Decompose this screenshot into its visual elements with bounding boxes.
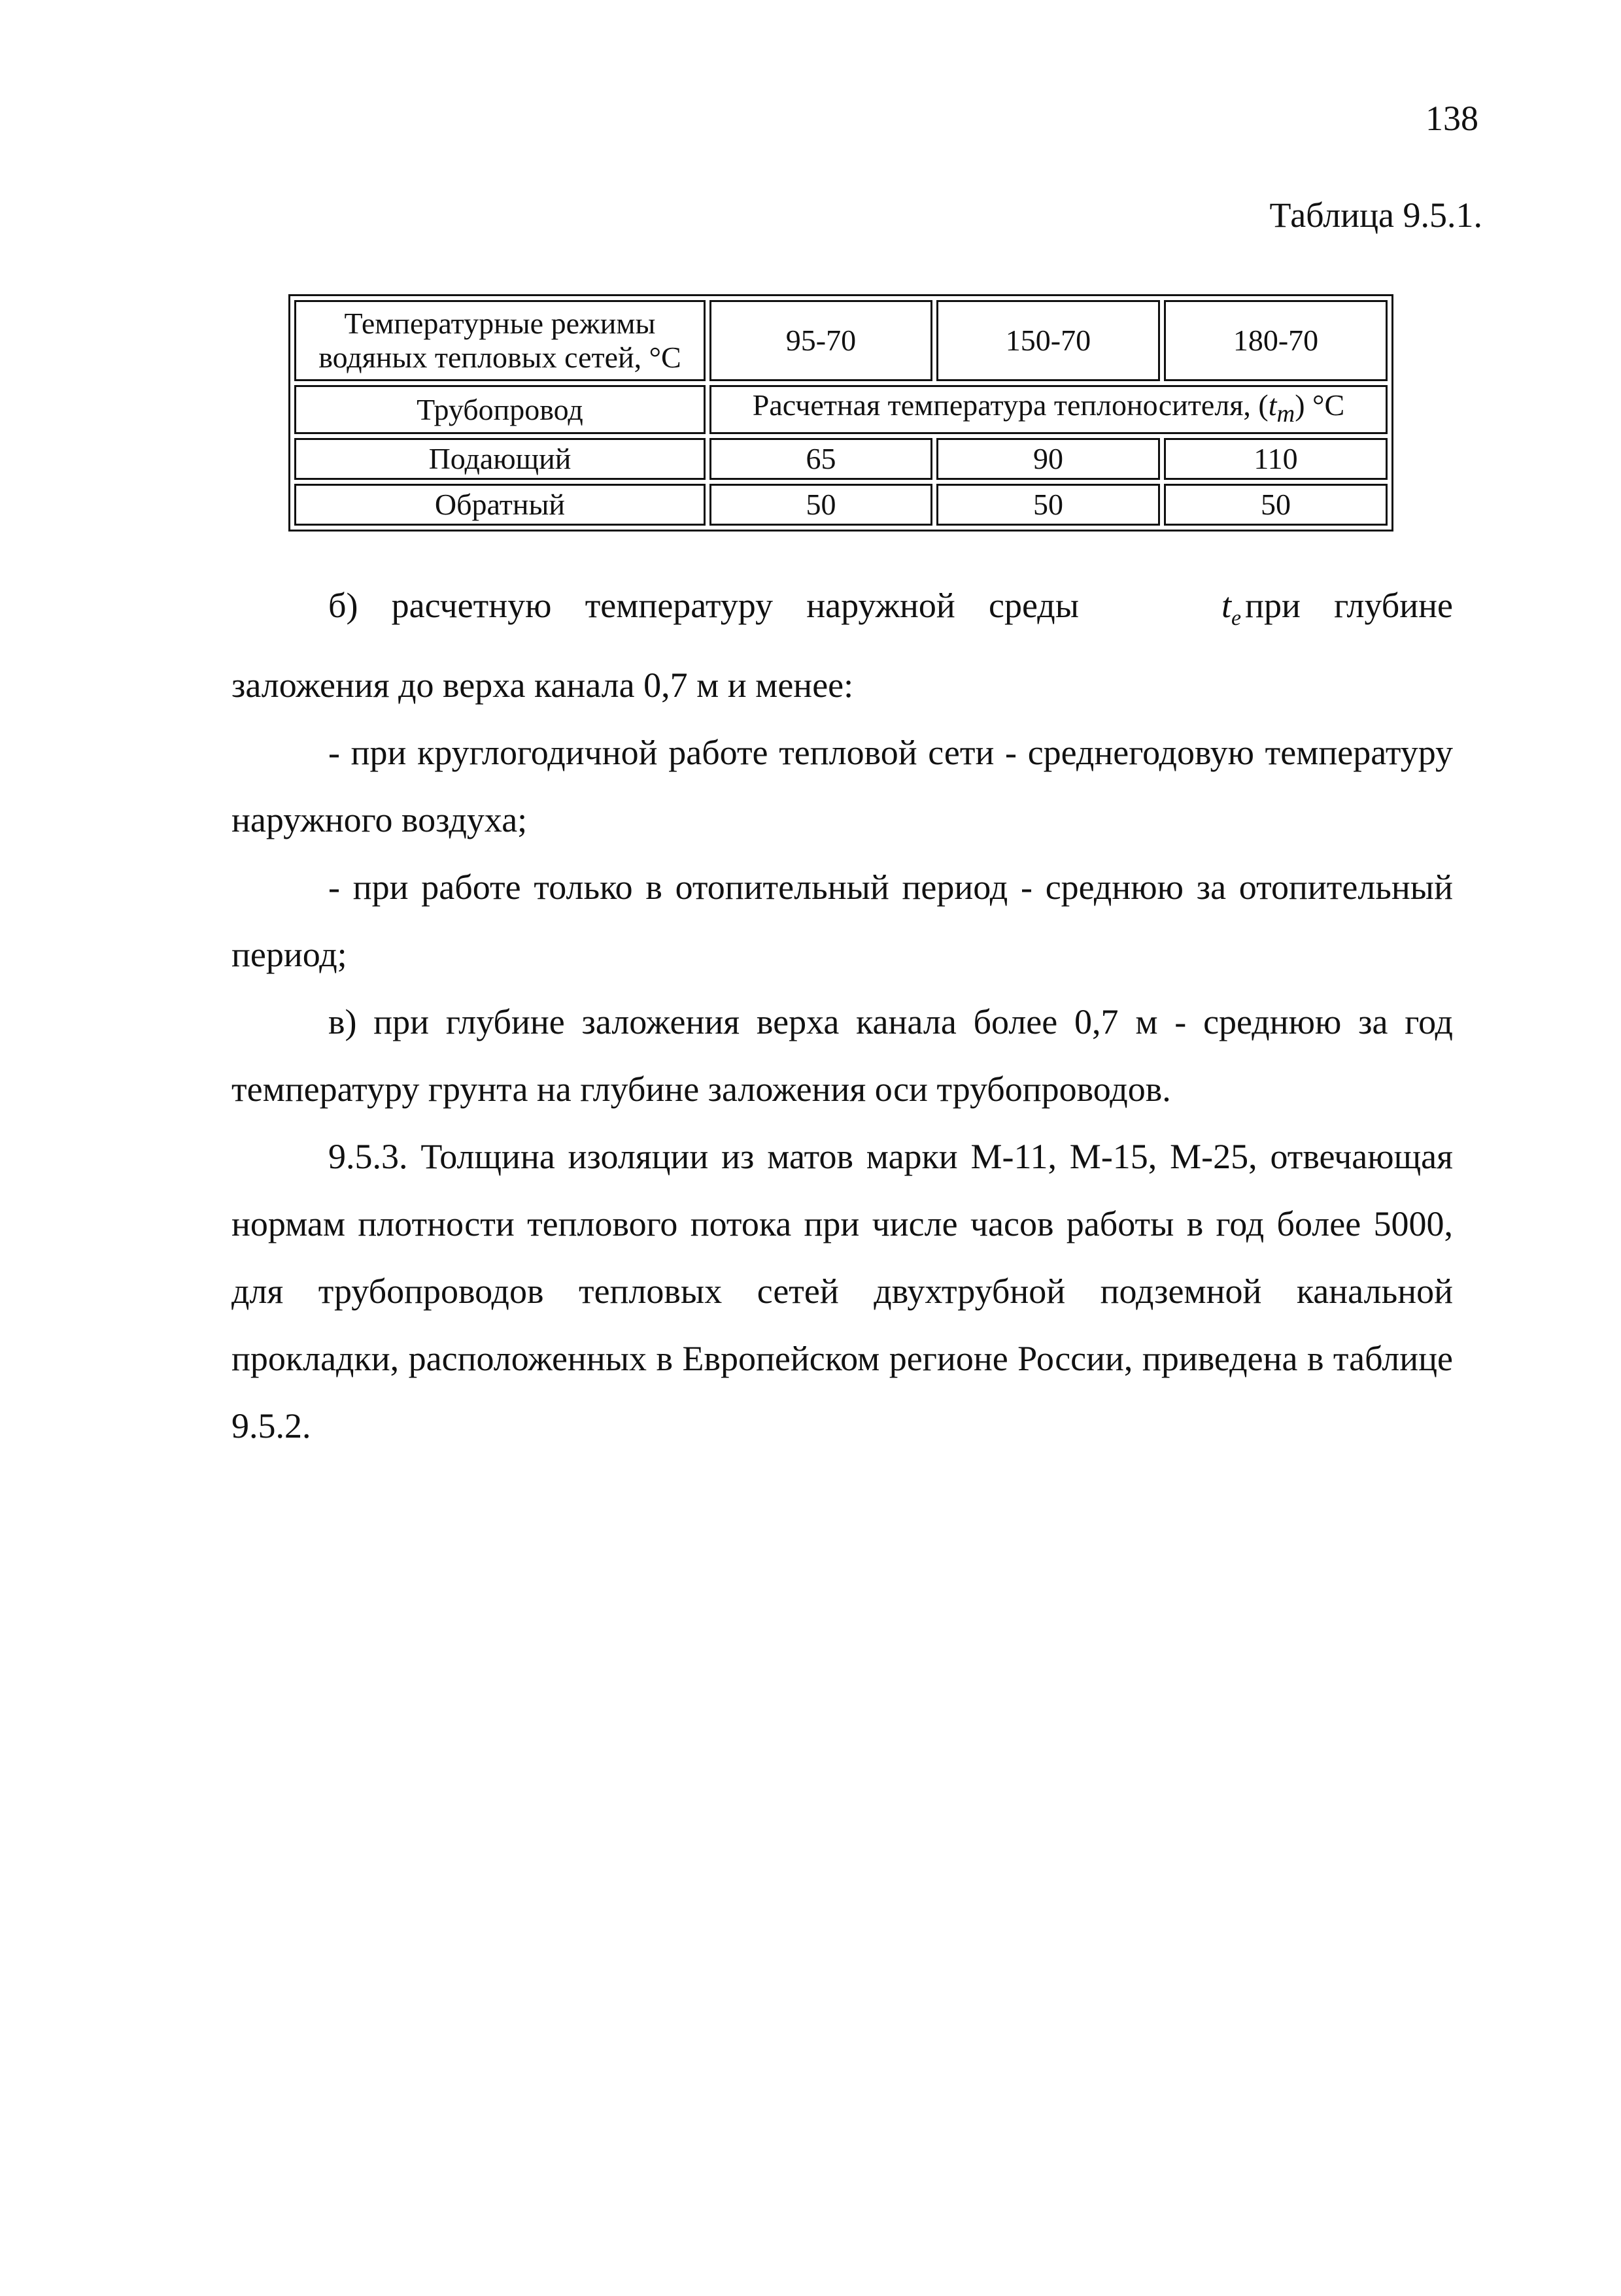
- paragraph-b-before: б) расчетную температуру наружной среды: [328, 586, 1079, 625]
- design-temperature-var: t: [1268, 388, 1277, 422]
- regime-cell: 180-70: [1164, 300, 1388, 381]
- table-cell: 90: [936, 438, 1160, 480]
- table-row: [294, 484, 1388, 526]
- page-number: 138: [1425, 99, 1478, 138]
- header-label-unit: °C: [649, 341, 681, 374]
- outdoor-temperature-symbol: [1125, 572, 1241, 652]
- row-label: Обратный: [294, 484, 706, 526]
- header-label-cell: [294, 300, 706, 381]
- row-label: Подающий: [294, 438, 706, 480]
- temperature-table: [288, 294, 1393, 532]
- table-caption: Таблица 9.5.1.: [1269, 195, 1482, 235]
- paragraph-year-round: - при круглогодичной работе тепловой сети - среднегодовую температуру наружного воздуха;: [231, 732, 1453, 839]
- body-text: [231, 572, 1453, 1460]
- paragraph-9-5-3: 9.5.3. Толщина изоляции из матов марки М-11, М-15, М-25, отвечающая нормам плотности теплового потока при числе часов работы в год более 5000, для трубопроводов тепловых сетей двухтрубной подземной канальной прокладки, расположенных в Европейском регионе России, приведена в таблице 9.5.2.: [231, 1136, 1453, 1445]
- table-cell: 50: [936, 484, 1160, 526]
- pipeline-label-cell: Трубопровод: [294, 385, 706, 434]
- design-temperature-text: Расчетная температура теплоносителя, (: [752, 388, 1269, 422]
- paragraph-heating-period: - при работе только в отопительный период - среднюю за отопительный период;: [231, 867, 1453, 974]
- design-temperature-unit: ) °C: [1295, 388, 1345, 422]
- paragraph-b: [231, 572, 1453, 719]
- regime-cell: 95-70: [709, 300, 932, 381]
- table-row: [294, 438, 1388, 480]
- table-cell: 65: [709, 438, 932, 480]
- regime-cell: 150-70: [936, 300, 1160, 381]
- paragraph-v: в) при глубине заложения верха канала более 0,7 м - среднюю за год температуру грунта на глубине заложения оси трубопроводов.: [231, 1002, 1453, 1109]
- formula-sub: e: [1231, 605, 1242, 630]
- table-cell: 50: [709, 484, 932, 526]
- table-subheader-row: [294, 385, 1388, 434]
- header-label-line2: водяных тепловых сетей,: [318, 341, 642, 374]
- formula-var: t: [1221, 586, 1232, 625]
- paragraph-b-after: при глубине заложения до верха канала 0,7 м и менее:: [231, 586, 1453, 705]
- header-label-line1: Температурные режимы: [344, 307, 656, 340]
- table-header-row: [294, 300, 1388, 381]
- table-cell: 110: [1164, 438, 1388, 480]
- design-temperature-cell: [709, 385, 1388, 434]
- table-cell: 50: [1164, 484, 1388, 526]
- design-temperature-sub: m: [1276, 400, 1295, 428]
